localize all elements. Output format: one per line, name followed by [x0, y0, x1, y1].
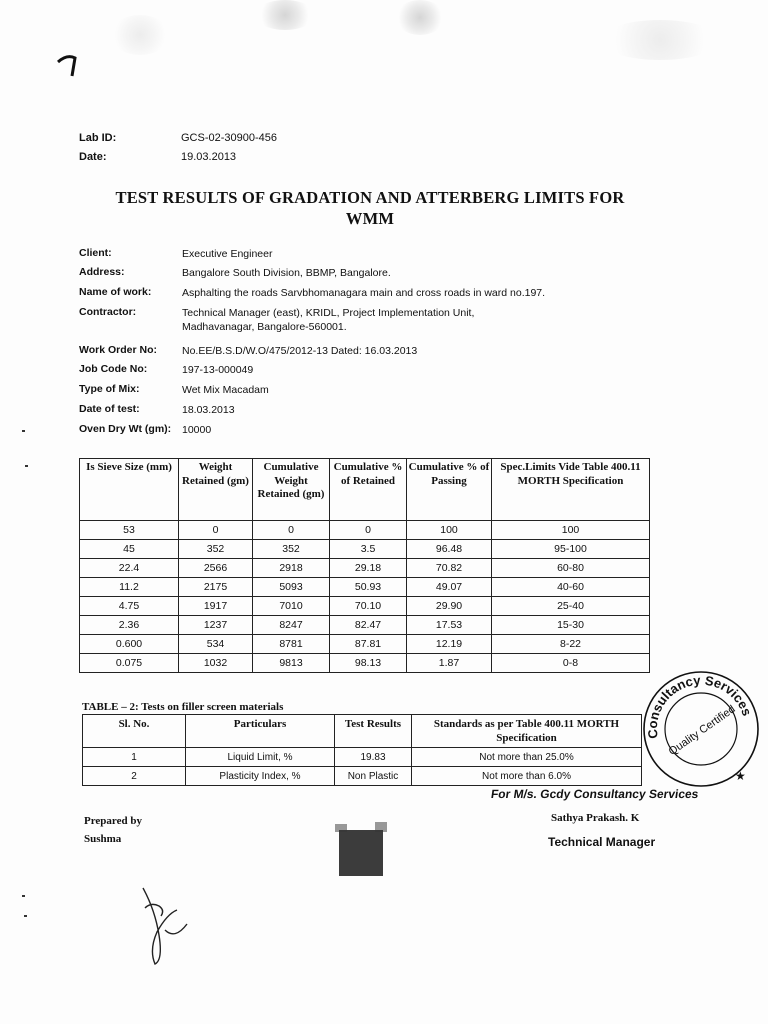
title-line-2: WMM [345, 209, 395, 228]
column-header: Sl. No. [83, 715, 186, 748]
table-cell: 22.4 [80, 559, 179, 578]
table-row [80, 578, 650, 597]
edge-mark [25, 465, 28, 467]
table-cell: 100 [492, 521, 650, 540]
table-row [80, 635, 650, 654]
table-cell: 45 [80, 540, 179, 559]
pen-mark [55, 50, 85, 80]
table-cell: 0 [179, 521, 253, 540]
oven-label: Oven Dry Wt (gm): [79, 423, 172, 435]
table-cell: 4.75 [80, 597, 179, 616]
table-header-row [80, 459, 650, 521]
table-cell: 98.13 [330, 654, 407, 673]
contractor-line-1: Technical Manager (east), KRIDL, Project Implementation Unit, [182, 307, 475, 319]
date-value: 19.03.2013 [181, 151, 237, 163]
gradation-table-body [80, 521, 650, 673]
table-cell: 82.47 [330, 616, 407, 635]
lab-id-value: GCS-02-30900-456 [181, 132, 278, 144]
table-cell: 7010 [253, 597, 330, 616]
stamp-inner-text: Quality Certified [666, 703, 738, 758]
table-cell: 0 [253, 521, 330, 540]
table-cell: Non Plastic [335, 767, 412, 786]
table-cell: 70.82 [407, 559, 492, 578]
table-cell: 8247 [253, 616, 330, 635]
company-stamp: For M/s. Gcdy Consultancy Services [490, 787, 700, 801]
table-cell: 19.83 [335, 748, 412, 767]
column-header: Spec.Limits Vide Table 400.11 MORTH Specification [492, 459, 650, 521]
column-header: Cumulative % of Retained [330, 459, 407, 521]
table-cell: 50.93 [330, 578, 407, 597]
table-cell: 9813 [253, 654, 330, 673]
table-cell: 95-100 [492, 540, 650, 559]
table-cell: 1917 [179, 597, 253, 616]
table-cell: 11.2 [80, 578, 179, 597]
work-label: Name of work: [79, 286, 152, 298]
table-cell: 1 [83, 748, 186, 767]
table-cell: 352 [179, 540, 253, 559]
column-header: Cumulative Weight Retained (gm) [253, 459, 330, 521]
address-label: Address: [79, 266, 125, 278]
table-cell: 2918 [253, 559, 330, 578]
filler-table [82, 714, 642, 786]
title-line-1: TEST RESULTS OF GRADATION AND ATTERBERG LIMITS FOR [115, 188, 625, 207]
filler-table-body [83, 748, 642, 786]
table-cell: 15-30 [492, 616, 650, 635]
table-row [80, 597, 650, 616]
table-cell: 0.075 [80, 654, 179, 673]
table-header-row [83, 715, 642, 748]
table-cell: 5093 [253, 578, 330, 597]
table2-caption: TABLE – 2: Tests on filler screen materials [82, 701, 284, 713]
table-cell: 8781 [253, 635, 330, 654]
table-row [80, 540, 650, 559]
work-value: Asphalting the roads Sarvbhomanagara main and cross roads in ward no.197. [182, 287, 546, 299]
table-cell: 29.18 [330, 559, 407, 578]
mix-label: Type of Mix: [79, 383, 140, 395]
table-cell: 60-80 [492, 559, 650, 578]
table-row [80, 559, 650, 578]
job-value: 197-13-000049 [182, 364, 254, 376]
gradation-table [79, 458, 650, 673]
order-label: Work Order No: [79, 344, 157, 356]
table-row [80, 521, 650, 540]
test-date-value: 18.03.2013 [182, 404, 235, 416]
table-row [83, 767, 642, 786]
table-cell: 3.5 [330, 540, 407, 559]
order-value: No.EE/B.S.D/W.O/475/2012-13 Dated: 16.03.2013 [182, 345, 418, 357]
job-label: Job Code No: [79, 363, 148, 375]
table-row [83, 748, 642, 767]
table-cell: 1237 [179, 616, 253, 635]
table-cell: 8-22 [492, 635, 650, 654]
stamp-outer-text: Consultancy Services [644, 672, 755, 740]
edge-mark [22, 430, 25, 432]
table-cell: Plasticity Index, % [186, 767, 335, 786]
client-value: Executive Engineer [182, 248, 273, 260]
table-cell: 96.48 [407, 540, 492, 559]
scan-noise [110, 15, 170, 55]
table-cell: 40-60 [492, 578, 650, 597]
table-cell: Not more than 25.0% [412, 748, 642, 767]
table-cell: 352 [253, 540, 330, 559]
table-cell: 12.19 [407, 635, 492, 654]
table-row [80, 616, 650, 635]
column-header: Particulars [186, 715, 335, 748]
prepared-by-label: Prepared by [84, 815, 142, 827]
oven-value: 10000 [182, 424, 212, 436]
column-header: Standards as per Table 400.11 MORTH Specification [412, 715, 642, 748]
table-cell: 1032 [179, 654, 253, 673]
preparer-name: Sushma [84, 833, 122, 845]
star-icon: ★ [735, 769, 746, 783]
table-cell: 0-8 [492, 654, 650, 673]
table-cell: 17.53 [407, 616, 492, 635]
scan-noise [395, 0, 445, 35]
lab-id-label: Lab ID: [79, 132, 117, 144]
table-cell: 2.36 [80, 616, 179, 635]
date-label: Date: [79, 151, 107, 163]
table-cell: 0 [330, 521, 407, 540]
table-cell: 49.07 [407, 578, 492, 597]
signature-drawing [115, 880, 205, 970]
document-title [80, 187, 660, 229]
contractor-line-2: Madhavanagar, Bangalore-560001. [182, 321, 347, 333]
table-cell: 70.10 [330, 597, 407, 616]
table-cell: Liquid Limit, % [186, 748, 335, 767]
signatory-name: Sathya Prakash. K [551, 812, 640, 824]
table-cell: Not more than 6.0% [412, 767, 642, 786]
seal-smudge [335, 822, 387, 880]
table-cell: 2 [83, 767, 186, 786]
table-cell: 25-40 [492, 597, 650, 616]
column-header: Weight Retained (gm) [179, 459, 253, 521]
table-row [80, 654, 650, 673]
table-cell: 2175 [179, 578, 253, 597]
quality-stamp [640, 668, 762, 790]
address-value: Bangalore South Division, BBMP, Bangalore. [182, 267, 391, 279]
table-cell: 53 [80, 521, 179, 540]
column-header: Is Sieve Size (mm) [80, 459, 179, 521]
table-cell: 100 [407, 521, 492, 540]
mix-value: Wet Mix Macadam [182, 384, 269, 396]
table-cell: 1.87 [407, 654, 492, 673]
scan-noise [600, 20, 720, 60]
client-label: Client: [79, 247, 112, 259]
table-cell: 29.90 [407, 597, 492, 616]
contractor-label: Contractor: [79, 306, 137, 318]
signatory-designation: Technical Manager [548, 835, 656, 849]
table-cell: 2566 [179, 559, 253, 578]
column-header: Test Results [335, 715, 412, 748]
column-header: Cumulative % of Passing [407, 459, 492, 521]
table-cell: 534 [179, 635, 253, 654]
scan-noise [255, 0, 315, 30]
table-cell: 87.81 [330, 635, 407, 654]
test-date-label: Date of test: [79, 403, 140, 415]
table-cell: 0.600 [80, 635, 179, 654]
edge-mark [24, 915, 27, 917]
edge-mark [22, 895, 25, 897]
